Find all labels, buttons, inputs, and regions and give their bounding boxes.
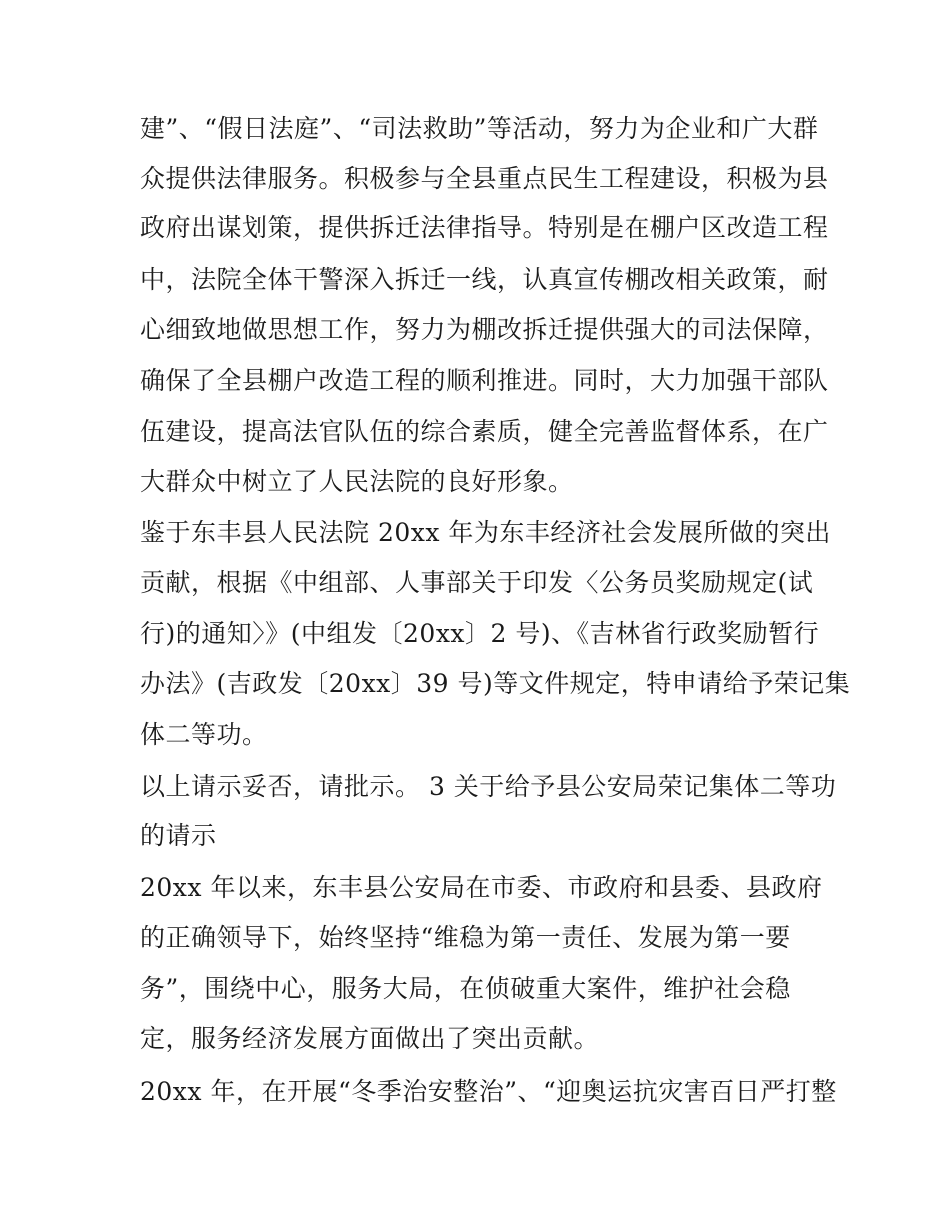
text-line: 中，法院全体干警深入拆迁一线，认真宣传棚改相关政策，耐 [140, 265, 829, 294]
text-line: 的请示 [140, 821, 217, 850]
text-line: 大群众中树立了人民法院的良好形象。 [140, 467, 574, 496]
text-line: 以上请示妥否，请批示。 3 关于给予县公安局荣记集体二等功 [140, 772, 837, 801]
text-line: 众提供法律服务。积极参与全县重点民生工程建设，积极为县 [140, 164, 829, 193]
text-line: 贡献，根据《中组部、人事部关于印发〈公务员奖励规定(试 [140, 568, 814, 597]
text-line: 体二等功。 [140, 720, 268, 749]
text-line: 20xx 年以来，东丰县公安局在市委、市政府和县委、县政府 [140, 873, 823, 902]
text-line: 政府出谋划策，提供拆迁法律指导。特别是在棚户区改造工程 [140, 213, 829, 242]
text-line: 鉴于东丰县人民法院 20xx 年为东丰经济社会发展所做的突出 [140, 518, 831, 547]
text-line: 定，服务经济发展方面做出了突出贡献。 [140, 1024, 600, 1053]
text-line: 办法》(吉政发〔20xx〕39 号)等文件规定，特申请给予荣记集 [140, 669, 851, 698]
text-line: 确保了全县棚户改造工程的顺利推进。同时，大力加强干部队 [140, 366, 829, 395]
text-line: 伍建设，提高法官队伍的综合素质，健全完善监督体系，在广 [140, 417, 829, 446]
text-line: 行)的通知〉》(中组发〔20xx〕2 号)、《吉林省行政奖励暂行 [140, 619, 820, 648]
text-line: 务”，围绕中心，服务大局，在侦破重大案件，维护社会稳 [140, 974, 791, 1003]
text-line: 的正确领导下，始终坚持“维稳为第一责任、发展为第一要 [140, 923, 791, 952]
text-line: 建”、“假日法庭”、“司法救助”等活动，努力为企业和广大群 [140, 114, 819, 143]
text-line: 20xx 年，在开展“冬季治安整治”、“迎奥运抗灾害百日严打整 [140, 1077, 837, 1106]
text-line: 心细致地做思想工作，努力为棚改拆迁提供强大的司法保障， [140, 315, 829, 344]
